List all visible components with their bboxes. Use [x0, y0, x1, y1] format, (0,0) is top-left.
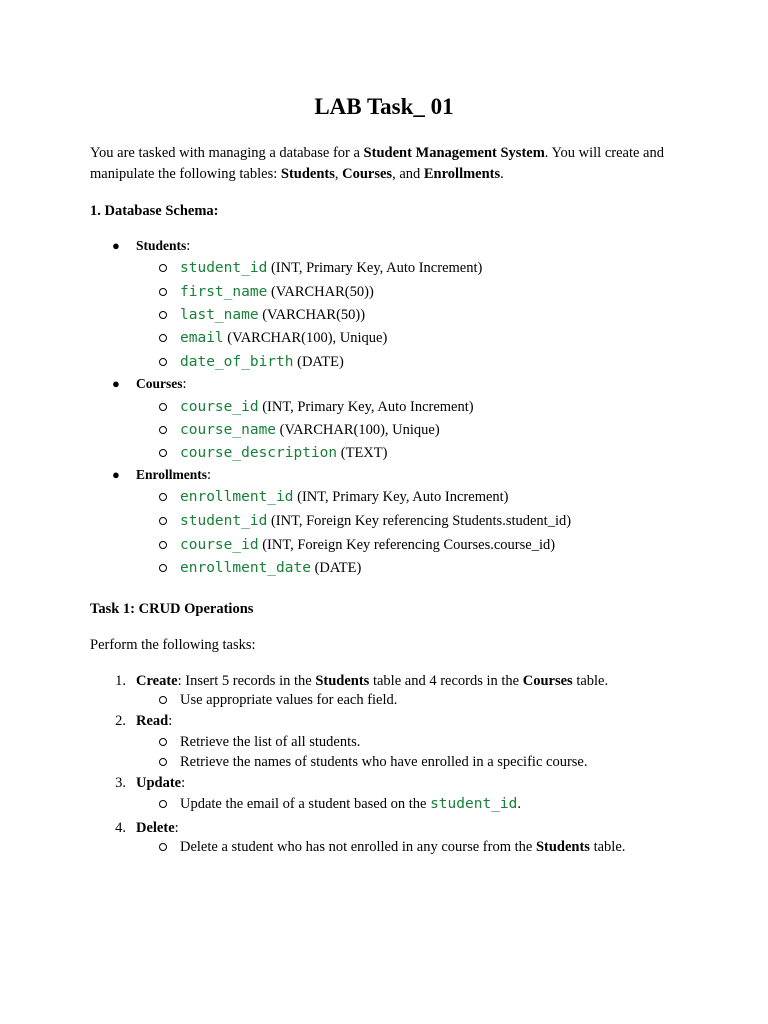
intro-text-5: .	[500, 166, 504, 182]
sub-bullet-circle-icon	[159, 403, 167, 411]
field-code: enrollment_id	[180, 489, 294, 505]
field-desc: (INT, Primary Key, Auto Increment)	[293, 489, 509, 505]
field-desc: (VARCHAR(100), Unique)	[223, 330, 388, 346]
sub-bullet-circle-icon	[159, 696, 167, 704]
bullet-dot-icon: ●	[112, 376, 120, 391]
field-desc: (INT, Primary Key, Auto Increment)	[258, 399, 474, 415]
field-item	[180, 306, 365, 324]
field-code: student_id	[180, 513, 268, 529]
sub-bullet-circle-icon	[159, 758, 167, 766]
task-sub-item: Retrieve the names of students who have enrolled in a specific course.	[180, 754, 588, 770]
field-code: email	[180, 330, 224, 346]
field-item	[180, 536, 555, 554]
field-item	[180, 283, 374, 301]
sub-bullet-circle-icon	[159, 493, 167, 501]
table-name: Enrollments	[136, 467, 208, 482]
sub-bullet-circle-icon	[159, 564, 167, 572]
task-text: Delete a student who has not enrolled in any course from the	[180, 839, 536, 855]
field-code: student_id	[430, 796, 518, 812]
task-bold: Students	[535, 839, 590, 855]
table-courses	[136, 375, 187, 393]
list-number: 1.	[115, 673, 126, 689]
field-item	[180, 353, 344, 371]
field-item	[180, 421, 440, 439]
task-text: table.	[589, 839, 626, 855]
field-desc: (DATE)	[293, 354, 344, 370]
task1-heading: Task 1: CRUD Operations	[90, 601, 254, 617]
field-desc: (TEXT)	[337, 445, 388, 461]
sub-bullet-circle-icon	[159, 288, 167, 296]
field-code: course_id	[180, 399, 259, 415]
task-label: Create	[136, 673, 178, 689]
colon: :	[174, 820, 179, 836]
perform-text: Perform the following tasks:	[90, 637, 256, 653]
table-enrollments	[136, 466, 211, 484]
intro-text-1: You are tasked with managing a database for a	[90, 145, 364, 161]
bullet-dot-icon: ●	[112, 238, 120, 253]
field-desc: (INT, Primary Key, Auto Increment)	[267, 260, 483, 276]
intro-bold-enrollments: Enrollments	[423, 166, 501, 182]
list-number: 2.	[115, 713, 126, 729]
table-name: Courses	[136, 376, 183, 391]
table-name: Students	[136, 238, 187, 253]
colon: :	[207, 467, 212, 483]
field-code: course_description	[180, 445, 338, 461]
field-code: course_id	[180, 537, 259, 553]
field-item	[180, 259, 482, 277]
sub-bullet-circle-icon	[159, 264, 167, 272]
task-sub-item	[180, 795, 521, 813]
colon: :	[181, 775, 186, 791]
field-code: last_name	[180, 307, 259, 323]
sub-bullet-circle-icon	[159, 541, 167, 549]
sub-bullet-circle-icon	[159, 800, 167, 808]
task-bold: Courses	[522, 673, 573, 689]
intro-text-3: ,	[334, 166, 343, 182]
field-desc: (VARCHAR(50))	[267, 284, 374, 300]
list-number: 4.	[115, 820, 126, 836]
field-item	[180, 444, 387, 462]
field-desc: (VARCHAR(50))	[258, 307, 366, 323]
field-code: date_of_birth	[180, 354, 294, 370]
field-desc: (VARCHAR(100), Unique)	[276, 422, 440, 438]
sub-bullet-circle-icon	[159, 449, 167, 457]
task-bold: Students	[315, 673, 370, 689]
field-desc: (INT, Foreign Key referencing Courses.course_id)	[258, 537, 556, 553]
list-number: 3.	[115, 775, 126, 791]
task-delete	[136, 819, 179, 837]
table-students	[136, 237, 190, 255]
page-title: LAB Task_ 01	[314, 94, 454, 119]
field-item	[180, 329, 387, 347]
sub-bullet-circle-icon	[159, 738, 167, 746]
field-code: enrollment_date	[180, 560, 311, 576]
schema-heading: 1. Database Schema:	[90, 203, 219, 219]
sub-bullet-circle-icon	[159, 843, 167, 851]
field-item	[180, 398, 474, 416]
intro-paragraph	[90, 143, 690, 185]
field-desc: (INT, Foreign Key referencing Students.student_id)	[267, 513, 572, 529]
intro-bold-courses: Courses	[342, 166, 393, 182]
intro-text-2: . You will create and manipulate the following tables:	[90, 145, 664, 182]
field-desc: (DATE)	[310, 560, 362, 576]
sub-bullet-circle-icon	[159, 358, 167, 366]
sub-bullet-circle-icon	[159, 334, 167, 342]
sub-bullet-circle-icon	[159, 517, 167, 525]
field-item	[180, 512, 571, 530]
task-create	[136, 672, 608, 690]
colon: :	[168, 713, 173, 729]
task-sub-item: Retrieve the list of all students.	[180, 734, 361, 750]
field-item	[180, 559, 361, 577]
intro-bold-students: Students	[280, 166, 335, 182]
field-item	[180, 488, 509, 506]
sub-bullet-circle-icon	[159, 311, 167, 319]
colon: :	[186, 238, 191, 254]
intro-bold-system: Student Management System	[363, 145, 545, 161]
task-update	[136, 774, 185, 792]
task-text: .	[517, 796, 521, 812]
field-code: course_name	[180, 422, 277, 438]
task-label: Read	[136, 713, 169, 729]
field-code: student_id	[180, 260, 268, 276]
field-code: first_name	[180, 284, 268, 300]
sub-bullet-circle-icon	[159, 426, 167, 434]
task-label: Delete	[136, 820, 175, 836]
colon: :	[182, 376, 187, 392]
intro-text-4: , and	[392, 166, 424, 182]
task-text: table and 4 records in the	[369, 673, 523, 689]
task-label: Update	[136, 775, 182, 791]
task-sub-item	[180, 838, 625, 856]
task-text: table.	[572, 673, 609, 689]
task-text: : Insert 5 records in the	[177, 673, 316, 689]
task-sub-item: Use appropriate values for each field.	[180, 692, 398, 708]
bullet-dot-icon: ●	[112, 467, 120, 482]
task-text: Update the email of a student based on the	[180, 796, 431, 812]
task-read	[136, 712, 172, 730]
